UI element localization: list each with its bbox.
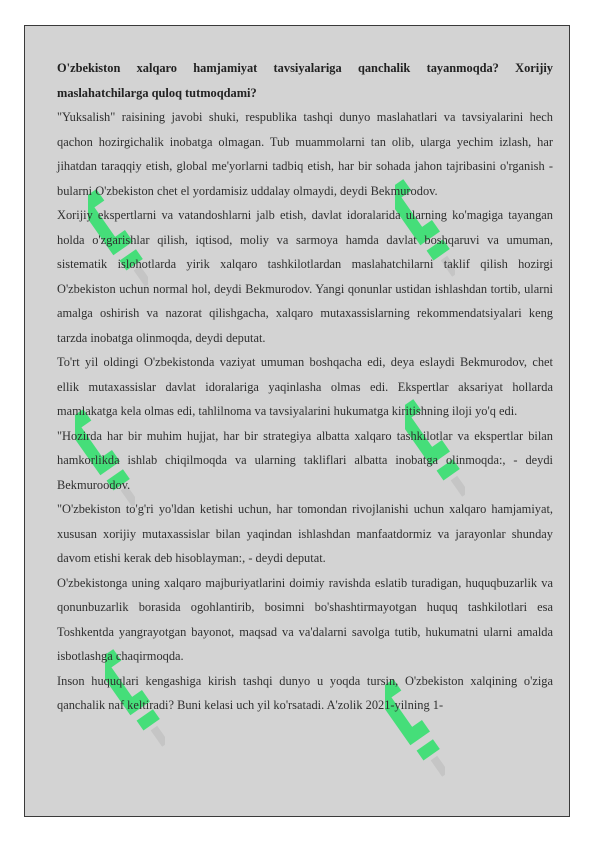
document-body (57, 56, 553, 718)
paragraph: Inson huquqlari kengashiga kirish tashqi dunyo u yoqda tursin, O'zbekiston xalqining o'ziga qanchalik naf keltiradi? Buni kelasi uch yil ko'rsatadi. A'zolik 2021-yilning 1- (57, 673, 553, 712)
paragraph: To'rt yil oldingi O'zbekistonda vaziyat umuman boshqacha edi, deya eslaydi Bekmurodov, chet ellik mutaxassislar davlat idoralariga yaqinlasha olmas edi. Ekspertlar aksariyat hollarda mamlakatga kela olmas edi, tahlilnoma va tavsiyalarini hukumatga kiritishning iloji yo'q edi. (57, 355, 553, 418)
document-heading: O'zbekiston xalqaro hamjamiyat tavsiyalariga qanchalik tayanmoqda? Xorijiy maslahatchilarga quloq tutmoqdami? (57, 61, 553, 100)
paragraph: "Yuksalish" raisining javobi shuki, respublika tashqi dunyo maslahatlari va tavsiyalarini hech qachon hozirgichalik inobatga olmagan. Tub muammolarni tan olib, ularga yechim izlash, har jihatdan taraqqiy etish, global me'yorlarni tadbiq etish, har bir sohada jahon tajribasini o'rganish - bularni O'zbekiston chet el yordamisiz uddalay olmaydi, deydi Bekmurodov. (57, 110, 553, 198)
paragraph: O'zbekistonga uning xalqaro majburiyatlarini doimiy ravishda eslatib turadigan, huquqbuzarlik va qonunbuzarlik borasida ogohlantirib, bosimni bo'shashtirmayotgan huquq tashkilotlari esa Toshkentda yangrayotgan bayonot, maqsad va va'dalarni savolga tutib, hukumatni ularni amalda isbotlashga chaqirmoqda. (57, 575, 553, 663)
paragraph: Xorijiy ekspertlarni va vatandoshlarni jalb etish, davlat idoralarida ularning ko'magiga tayangan holda o'zgarishlar qilish, iqtisod, moliy va sarmoya hamda davlat boshqaruvi va umuman, sistematik islohotlarda yirik xalqaro tashkilotlardan maslahatchilarni taklif qilish hozirgi O'zbekiston uchun normal hol, deydi Bekmurodov. Yangi qonunlar ustidan ishlashdan tortib, ularni amalga oshirish va nazorat qilishgacha, xalqaro mutaxassislarning rekommendatsiyalari keng tarzda inobatga olinmoqda, deydi deputat. (57, 208, 553, 345)
paragraph: "O'zbekiston to'g'ri yo'ldan ketishi uchun, har tomondan rivojlanishi uchun xalqaro hamjamiyat, xususan xorijiy mutaxassislar bilan yaqindan ishlashdan manfaatdormiz va jarayonlar shunday davom etishi kerak deb hisoblayman:, - deydi deputat. (57, 502, 553, 565)
page-frame (24, 25, 570, 817)
paragraph: "Hozirda har bir muhim hujjat, har bir strategiya albatta xalqaro tashkilotlar va ekspertlar bilan hamkorlikda ishlab chiqilmoqda va ularning takliflari albatta inobatga olinmoqda:, - deydi Bekmuroodov. (57, 428, 553, 492)
